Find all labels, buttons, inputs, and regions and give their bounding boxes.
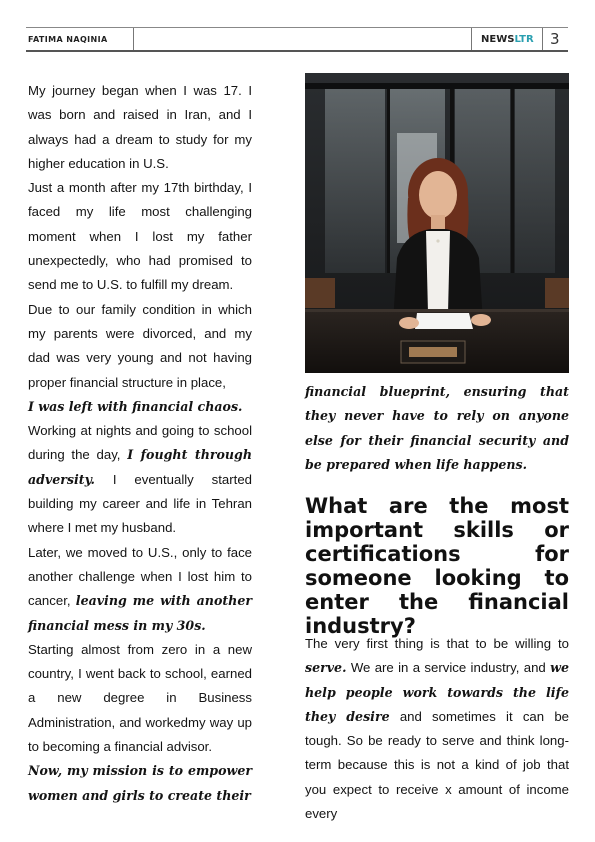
paragraph xyxy=(28,759,252,808)
paragraph-text: I eventually started building my career and life in Tehran where I met my husband. xyxy=(28,471,252,536)
page-header xyxy=(26,27,568,52)
paragraph-text: We are in a service industry, and xyxy=(350,660,546,676)
left-column xyxy=(28,79,252,808)
brand-part-ltr: LTR xyxy=(514,34,534,45)
paragraph-text: and sometimes it can be tough. So be ready to serve and think long-term because this is not a kind of job that you expect to receive x amount of income every xyxy=(305,708,569,822)
section-heading: What are the most important skills or certifications for someone looking to enter the financial industry? xyxy=(305,494,569,638)
paragraph xyxy=(305,632,569,826)
right-column xyxy=(305,380,569,477)
paragraph: Just a month after my 17th birthday, I faced my life most challenging moment when I lost my father unexpectedly, who had promised to send me to U.S. to fulfill my dream. xyxy=(28,180,252,293)
paragraph-text: The very first thing is that to be willing to xyxy=(305,636,569,651)
emphasis-text: financial blueprint, ensuring that they never have to rely on anyone else for their financial security and be prepared when life happens. xyxy=(305,384,569,472)
answer-body xyxy=(305,632,569,826)
emphasis-text: I fought through adversity. xyxy=(28,447,253,487)
emphasis-text: we help people work towards the life they desire xyxy=(305,660,569,724)
paragraph-text: Working at nights and going to school during the day, xyxy=(28,423,252,463)
paragraph: Starting almost from zero in a new country, I went back to school, earned a new degree in Business Administration, and workedmy way up to becoming a financial advisor. xyxy=(28,641,252,755)
portrait-photo xyxy=(305,73,569,373)
newsletter-brand xyxy=(481,34,534,45)
paragraph xyxy=(28,419,252,540)
emphasis-text: Now, my mission is to empower women and girls to create their xyxy=(28,763,252,803)
header-divider xyxy=(471,28,472,50)
paragraph-text: Due to our family condition in which my parents were divorced, and my dad was very young and not having proper financial structure in place, xyxy=(28,301,252,390)
page-number: 3 xyxy=(550,30,560,48)
emphasis-text: leaving me with another financial mess in my 30s. xyxy=(28,593,252,633)
emphasis-text: serve. xyxy=(305,660,347,676)
paragraph-text: Later, we moved to U.S., only to face another challenge when I lost him to cancer, xyxy=(28,544,252,609)
author-name: FATIMA NAQINIA xyxy=(28,35,108,44)
header-divider xyxy=(542,28,543,50)
header-divider xyxy=(133,28,134,50)
paragraph xyxy=(28,541,252,638)
brand-part-news: NEWS xyxy=(481,34,515,45)
paragraph: My journey began when I was 17. I was born and raised in Iran, and I always had a dream to study for my higher education in U.S. xyxy=(28,83,252,171)
emphasis-text: I was left with financial chaos. xyxy=(28,398,243,414)
paragraph xyxy=(28,298,252,419)
